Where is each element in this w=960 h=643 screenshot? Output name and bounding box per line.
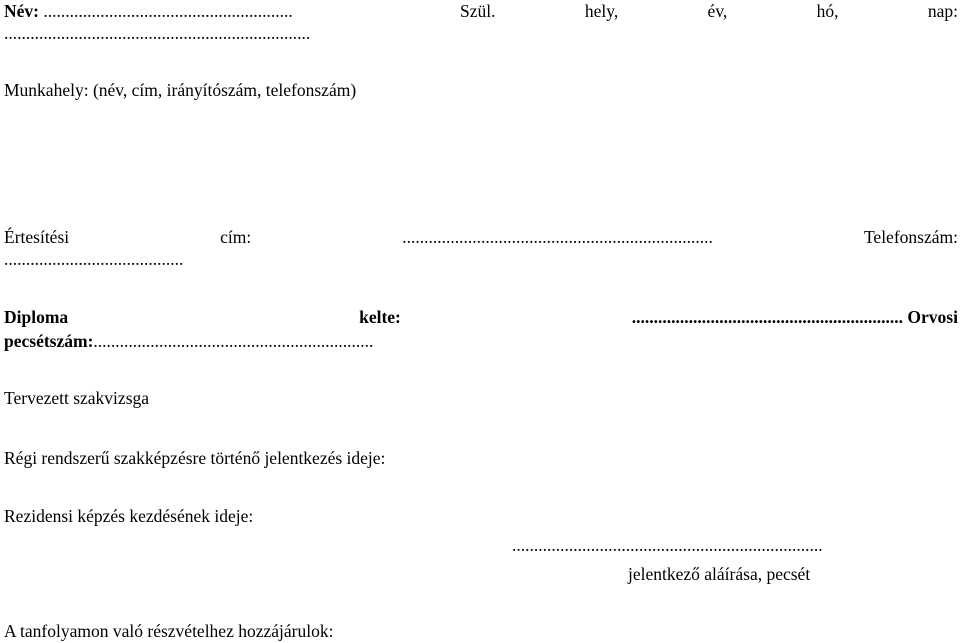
phone-label: Telefonszám: xyxy=(863,227,958,247)
birth-word-ev: év, xyxy=(707,1,728,21)
name-birth-row xyxy=(4,0,958,22)
orvosi-word: Orvosi xyxy=(907,307,958,327)
notification-address-row xyxy=(4,226,958,248)
stamp-number-label: pecsétszám: xyxy=(4,331,94,351)
name-dots: ......................................................... xyxy=(43,1,293,21)
old-system-application-label: Régi rendszerű szakképzésre történő jelentkezés ideje: xyxy=(4,448,386,468)
workplace-label: Munkahely: (név, cím, irányítószám, telefonszám) xyxy=(4,80,357,100)
notification-word-ertesitesi: Értesítési xyxy=(4,227,70,247)
diploma-word: Diploma xyxy=(4,307,69,327)
birth-word-hely: hely, xyxy=(584,1,619,21)
notification-word-cim: cím: xyxy=(220,227,252,247)
diploma-kelte-word: kelte: xyxy=(359,307,401,327)
birth-word-szul: Szül. xyxy=(460,1,496,21)
notification-dots: ....................................................................... xyxy=(402,227,713,247)
diploma-row xyxy=(4,306,958,328)
name-label: Név: xyxy=(4,1,39,21)
name-field xyxy=(4,0,293,22)
residency-start-label: Rezidensi képzés kezdésének ideje: xyxy=(4,506,254,526)
stamp-number-row xyxy=(4,330,958,352)
birth-continuation-dots: ...................................................................... xyxy=(4,23,311,43)
planned-exam-label: Tervezett szakvizsga xyxy=(4,388,150,408)
signature-dots: ....................................................................... xyxy=(512,535,823,555)
birth-word-nap: nap: xyxy=(927,1,958,21)
consent-label: A tanfolyamon való részvételhez hozzájárulok: xyxy=(4,621,334,641)
birth-word-ho: hó, xyxy=(816,1,839,21)
stamp-number-dots: ................................................................ xyxy=(93,331,374,351)
signature-caption: jelentkező aláírása, pecsét xyxy=(628,564,811,584)
diploma-dots-orvosi xyxy=(632,306,958,328)
diploma-dots: .............................................................. xyxy=(631,307,904,327)
phone-continuation-dots: ......................................... xyxy=(4,249,184,269)
